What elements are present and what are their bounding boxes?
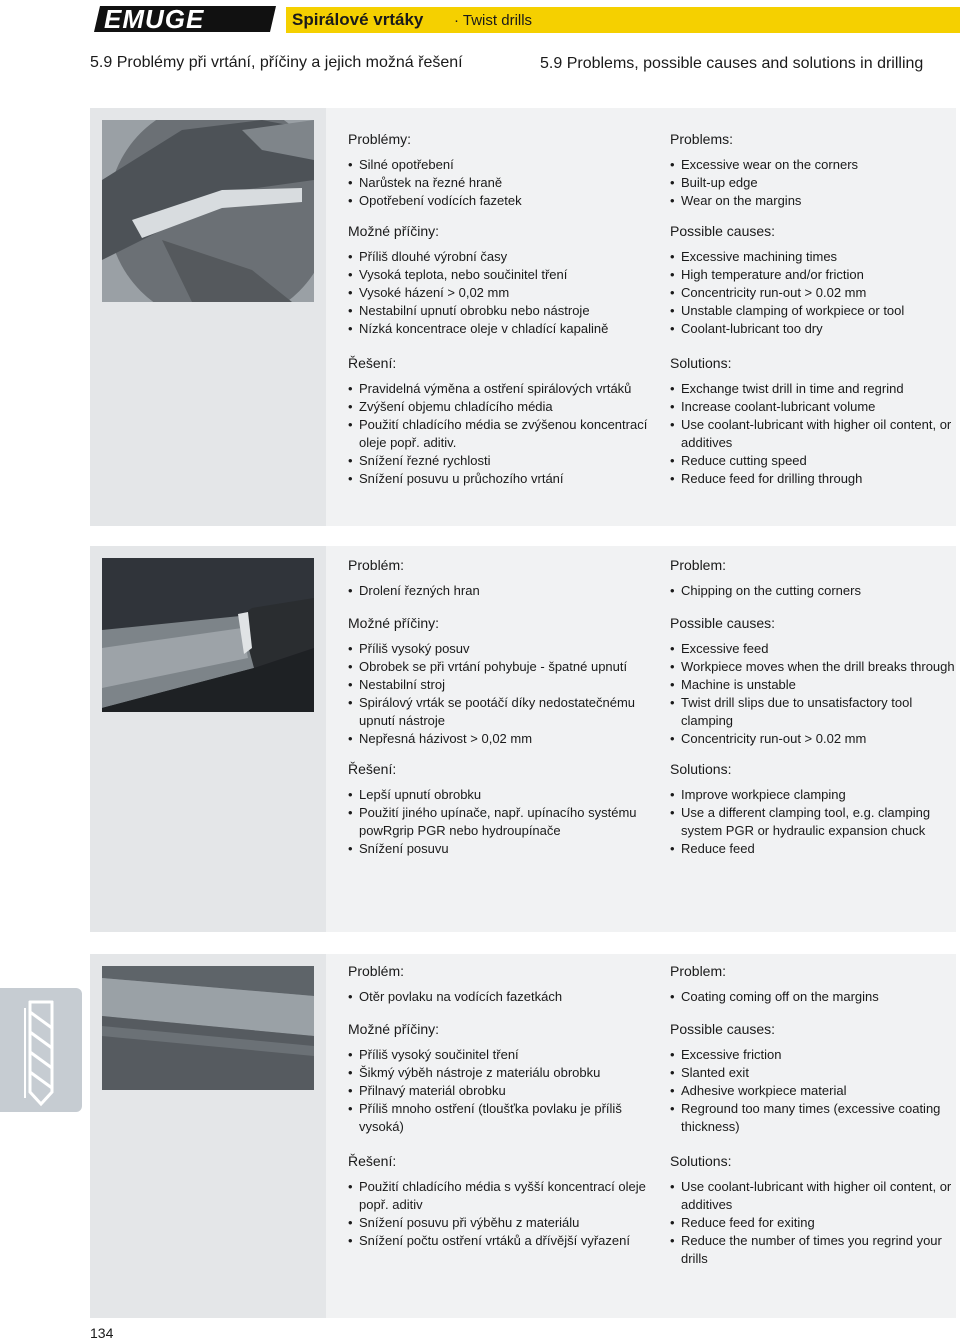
solutions-list (670, 1178, 956, 1268)
list-item: • Adhesive workpiece material (670, 1082, 956, 1100)
list-item: • Exchange twist drill in time and regrind (670, 380, 956, 398)
list-item: • Machine is unstable (670, 676, 956, 694)
text-column-cz (348, 556, 648, 858)
list-item: • Snížení posuvu (348, 840, 648, 858)
problems-heading: Problem: (670, 963, 727, 979)
causes-heading: Possible causes: (670, 615, 776, 631)
page-number: 134 (90, 1325, 114, 1341)
list-item: • Příliš vysoký součinitel tření (348, 1046, 648, 1064)
list-item: • Snížení posuvu při výběhu z materiálu (348, 1214, 648, 1232)
list-item: • Workpiece moves when the drill breaks through (670, 658, 956, 676)
page-header (90, 4, 960, 34)
section-title-cz: 5.9 Problémy při vrtání, příčiny a jejich možná řešení (90, 54, 463, 71)
list-item: • Use coolant-lubricant with higher oil content, or additives (670, 416, 956, 452)
list-item: • Vysoké házení > 0,02 mm (348, 284, 648, 302)
chipping-photo (102, 558, 314, 712)
photo-column (90, 546, 326, 932)
list-item: • Přilnavý materiál obrobku (348, 1082, 648, 1100)
problems-list (670, 156, 956, 210)
list-item: • Reduce the number of times you regrind your drills (670, 1232, 956, 1268)
solutions-list (670, 380, 956, 488)
coating-wear-photo (102, 966, 314, 1090)
problem-section-1 (90, 108, 956, 526)
list-item: • Excessive feed (670, 640, 956, 658)
section-title-en: 5.9 Problems, possible causes and solutions in drilling (540, 55, 924, 72)
causes-list (348, 248, 648, 338)
list-item: • Zvýšení objemu chladícího média (348, 398, 648, 416)
text-column-en (670, 962, 956, 1268)
solutions-list (670, 786, 956, 858)
list-item: • Unstable clamping of workpiece or tool (670, 302, 956, 320)
list-item: • Snížení řezné rychlosti (348, 452, 648, 470)
list-item: • Reduce feed for drilling through (670, 470, 956, 488)
list-item: • Built-up edge (670, 174, 956, 192)
causes-heading: Možné příčiny: (348, 1021, 440, 1037)
list-item: • Drolení řezných hran (348, 582, 648, 600)
list-item: • Šikmý výběh nástroje z materiálu obrobku (348, 1064, 648, 1082)
list-item: • Snížení počtu ostření vrtáků a dřívější vyřazení (348, 1232, 648, 1250)
list-item: • Snížení posuvu u průchozího vrtání (348, 470, 648, 488)
causes-heading: Possible causes: (670, 223, 776, 239)
emuge-logo-mark (90, 6, 276, 32)
text-column-en (670, 556, 956, 858)
problem-section-2 (90, 546, 956, 932)
list-item: • Opotřebení vodících fazetek (348, 192, 648, 210)
list-item: • Použití chladícího média se zvýšenou koncentrací oleje popř. aditiv. (348, 416, 648, 452)
list-item: • Lepší upnutí obrobku (348, 786, 648, 804)
list-item: • Excessive friction (670, 1046, 956, 1064)
photo-column (90, 108, 326, 526)
problem-section-3 (90, 954, 956, 1318)
list-item: • Nízká koncentrace oleje v chladící kapalině (348, 320, 648, 338)
list-item: • Použití chladícího média s vyšší koncentrací oleje popř. aditiv (348, 1178, 648, 1214)
solutions-list (348, 786, 648, 858)
list-item: • Twist drill slips due to unsatisfactory tool clamping (670, 694, 956, 730)
list-item: • Improve workpiece clamping (670, 786, 956, 804)
text-column-cz (348, 130, 648, 488)
list-item: • Příliš dlouhé výrobní časy (348, 248, 648, 266)
list-item: • Reduce cutting speed (670, 452, 956, 470)
list-item: • Reduce feed for exiting (670, 1214, 956, 1232)
text-column-cz (348, 962, 648, 1250)
category-title-cz: Spirálové vrtáky (292, 10, 424, 29)
problems-heading: Problémy: (348, 131, 412, 147)
causes-list (670, 248, 956, 338)
list-item: • Obrobek se při vrtání pohybuje - špatné upnutí (348, 658, 648, 676)
list-item: • Spirálový vrták se pootáčí díky nedostatečnému upnutí nástroje (348, 694, 648, 730)
category-title-en: · Twist drills (454, 12, 533, 29)
list-item: • Excessive wear on the corners (670, 156, 956, 174)
list-item: • Příliš vysoký posuv (348, 640, 648, 658)
list-item: • Použití jiného upínače, např. upínacího systému powRgrip PGR nebo hydroupínače (348, 804, 648, 840)
drill-wear-photo (102, 120, 314, 302)
list-item: • Nepřesná házivost > 0,02 mm (348, 730, 648, 748)
causes-heading: Možné příčiny: (348, 223, 440, 239)
list-item: • Vysoká teplota, nebo součinitel tření (348, 266, 648, 284)
solutions-heading: Řešení: (348, 761, 397, 777)
svg-text:EMUGE: EMUGE (104, 6, 205, 32)
causes-heading: Možné příčiny: (348, 615, 440, 631)
list-item: • Narůstek na řezné hraně (348, 174, 648, 192)
solutions-list (348, 380, 648, 488)
solutions-heading: Solutions: (670, 761, 732, 777)
solutions-heading: Řešení: (348, 1153, 397, 1169)
solutions-heading: Solutions: (670, 1153, 732, 1169)
problems-list (348, 156, 648, 210)
emuge-logo (90, 6, 276, 32)
category-bar (286, 7, 960, 33)
list-item: • Slanted exit (670, 1064, 956, 1082)
list-item: • Nestabilní upnutí obrobku nebo nástroje (348, 302, 648, 320)
list-item: • Increase coolant-lubricant volume (670, 398, 956, 416)
solutions-list (348, 1178, 648, 1250)
solutions-heading: Solutions: (670, 355, 732, 371)
list-item: • Pravidelná výměna a ostření spirálových vrtáků (348, 380, 648, 398)
problems-heading: Problems: (670, 131, 734, 147)
causes-list (670, 1046, 956, 1136)
list-item: • Wear on the margins (670, 192, 956, 210)
list-item: • Chipping on the cutting corners (670, 582, 956, 600)
list-item: • Reground too many times (excessive coating thickness) (670, 1100, 956, 1136)
list-item: • Otěr povlaku na vodících fazetkách (348, 988, 648, 1006)
problems-heading: Problém: (348, 963, 405, 979)
causes-list (348, 1046, 648, 1136)
problems-list (348, 988, 648, 1006)
problems-heading: Problém: (348, 557, 405, 573)
list-item: • Silné opotřebení (348, 156, 648, 174)
solutions-heading: Řešení: (348, 355, 397, 371)
text-column-en (670, 130, 956, 488)
problems-list (670, 988, 956, 1006)
causes-list (670, 640, 956, 748)
chapter-tab[interactable] (0, 988, 82, 1112)
list-item: • Příliš mnoho ostření (tloušťka povlaku je příliš vysoká) (348, 1100, 648, 1136)
list-item: • Excessive machining times (670, 248, 956, 266)
causes-heading: Possible causes: (670, 1021, 776, 1037)
problems-list (348, 582, 648, 600)
list-item: • Concentricity run-out > 0.02 mm (670, 730, 956, 748)
list-item: • Coating coming off on the margins (670, 988, 956, 1006)
problems-heading: Problem: (670, 557, 727, 573)
list-item: • Concentricity run-out > 0.02 mm (670, 284, 956, 302)
list-item: • Reduce feed (670, 840, 956, 858)
problems-list (670, 582, 956, 600)
list-item: • Use coolant-lubricant with higher oil content, or additives (670, 1178, 956, 1214)
list-item: • Nestabilní stroj (348, 676, 648, 694)
list-item: • Use a different clamping tool, e.g. clamping system PGR or hydraulic expansion chuck (670, 804, 956, 840)
list-item: • High temperature and/or friction (670, 266, 956, 284)
causes-list (348, 640, 648, 748)
photo-column (90, 954, 326, 1318)
list-item: • Coolant-lubricant too dry (670, 320, 956, 338)
twist-drill-icon (0, 988, 82, 1112)
